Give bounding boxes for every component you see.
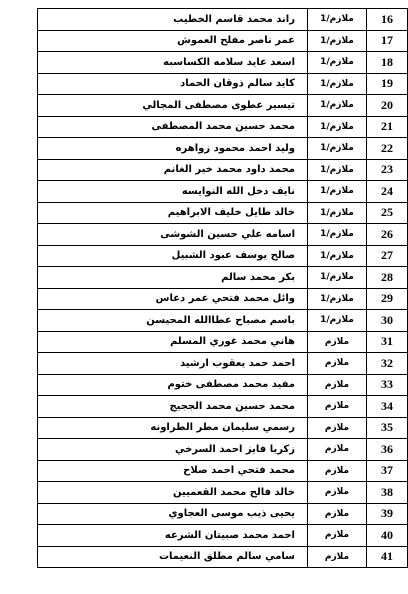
name-cell: تيسير عطوى مصطفى المجالي bbox=[38, 95, 308, 117]
table-row bbox=[38, 439, 408, 461]
rank-cell: ملازم/1 bbox=[308, 9, 367, 31]
name-cell: سامي سالم مطلق النعيمات bbox=[38, 546, 308, 568]
name-cell: يحيى ذيب موسى العجاوي bbox=[38, 503, 308, 525]
rank-cell: ملازم bbox=[308, 525, 367, 547]
name-cell: مفيد محمد مصطفى ختوم bbox=[38, 374, 308, 396]
rank-cell: ملازم bbox=[308, 396, 367, 418]
rank-cell: ملازم/1 bbox=[308, 181, 367, 203]
officers-list bbox=[37, 8, 392, 568]
table-row bbox=[38, 52, 408, 74]
name-cell: احمد محمد صبيتان الشرعه bbox=[38, 525, 308, 547]
number-cell: 37 bbox=[367, 460, 408, 482]
number-cell: 18 bbox=[367, 52, 408, 74]
rank-cell: ملازم/1 bbox=[308, 245, 367, 267]
number-cell: 25 bbox=[367, 202, 408, 224]
table-row bbox=[38, 224, 408, 246]
rank-cell: ملازم bbox=[308, 331, 367, 353]
number-cell: 24 bbox=[367, 181, 408, 203]
name-cell: احمد حمد يعقوب ارشيد bbox=[38, 353, 308, 375]
name-cell: كايد سالم ذوقان الحماد bbox=[38, 73, 308, 95]
number-cell: 23 bbox=[367, 159, 408, 181]
number-cell: 39 bbox=[367, 503, 408, 525]
name-cell: صالح يوسف عبود الشبيل bbox=[38, 245, 308, 267]
rank-cell: ملازم bbox=[308, 503, 367, 525]
name-cell: اسامه علي حسين الشوشى bbox=[38, 224, 308, 246]
table-row bbox=[38, 73, 408, 95]
name-cell: عمر ناصر مفلح العموش bbox=[38, 30, 308, 52]
table-row bbox=[38, 30, 408, 52]
table-row bbox=[38, 181, 408, 203]
number-cell: 16 bbox=[367, 9, 408, 31]
number-cell: 19 bbox=[367, 73, 408, 95]
name-cell: زكريا فايز احمد السرخي bbox=[38, 439, 308, 461]
number-cell: 40 bbox=[367, 525, 408, 547]
number-cell: 26 bbox=[367, 224, 408, 246]
rank-cell: ملازم/1 bbox=[308, 95, 367, 117]
number-cell: 22 bbox=[367, 138, 408, 160]
rank-cell: ملازم/1 bbox=[308, 159, 367, 181]
officers-table bbox=[37, 8, 408, 568]
rank-cell: ملازم bbox=[308, 417, 367, 439]
rank-cell: ملازم/1 bbox=[308, 267, 367, 289]
rank-cell: ملازم bbox=[308, 374, 367, 396]
name-cell: خالد طايل خليف الابراهيم bbox=[38, 202, 308, 224]
rank-cell: ملازم bbox=[308, 546, 367, 568]
number-cell: 34 bbox=[367, 396, 408, 418]
number-cell: 27 bbox=[367, 245, 408, 267]
name-cell: باسم مصباح عطاالله المحيسن bbox=[38, 310, 308, 332]
number-cell: 32 bbox=[367, 353, 408, 375]
number-cell: 33 bbox=[367, 374, 408, 396]
name-cell: محمد حسين محمد المصطفى bbox=[38, 116, 308, 138]
number-cell: 38 bbox=[367, 482, 408, 504]
number-cell: 41 bbox=[367, 546, 408, 568]
rank-cell: ملازم/1 bbox=[308, 30, 367, 52]
name-cell: بكر محمد سالم bbox=[38, 267, 308, 289]
number-cell: 30 bbox=[367, 310, 408, 332]
table-row bbox=[38, 116, 408, 138]
name-cell: هاني محمد غوري المسلم bbox=[38, 331, 308, 353]
number-cell: 29 bbox=[367, 288, 408, 310]
table-row bbox=[38, 331, 408, 353]
rank-cell: ملازم/1 bbox=[308, 138, 367, 160]
name-cell: محمد فتحي احمد صلاح bbox=[38, 460, 308, 482]
rank-cell: ملازم bbox=[308, 439, 367, 461]
table-row bbox=[38, 138, 408, 160]
name-cell: نايف دخل الله النوايسه bbox=[38, 181, 308, 203]
rank-cell: ملازم/1 bbox=[308, 288, 367, 310]
table-row bbox=[38, 267, 408, 289]
number-cell: 21 bbox=[367, 116, 408, 138]
rank-cell: ملازم/1 bbox=[308, 52, 367, 74]
number-cell: 35 bbox=[367, 417, 408, 439]
number-cell: 36 bbox=[367, 439, 408, 461]
rank-cell: ملازم/1 bbox=[308, 116, 367, 138]
table-row bbox=[38, 310, 408, 332]
number-cell: 31 bbox=[367, 331, 408, 353]
name-cell: وليد احمد محمود زواهره bbox=[38, 138, 308, 160]
rank-cell: ملازم/1 bbox=[308, 310, 367, 332]
table-row bbox=[38, 9, 408, 31]
rank-cell: ملازم/1 bbox=[308, 202, 367, 224]
name-cell: وائل محمد فتحي عمر دعاس bbox=[38, 288, 308, 310]
table-row bbox=[38, 482, 408, 504]
name-cell: محمد داود محمد خير الغانم bbox=[38, 159, 308, 181]
name-cell: راند محمد قاسم الخطيب bbox=[38, 9, 308, 31]
rank-cell: ملازم/1 bbox=[308, 73, 367, 95]
table-row bbox=[38, 460, 408, 482]
table-row bbox=[38, 396, 408, 418]
number-cell: 17 bbox=[367, 30, 408, 52]
number-cell: 20 bbox=[367, 95, 408, 117]
number-cell: 28 bbox=[367, 267, 408, 289]
table-row bbox=[38, 353, 408, 375]
table-row bbox=[38, 503, 408, 525]
name-cell: خالد فالح محمد القعميين bbox=[38, 482, 308, 504]
rank-cell: ملازم bbox=[308, 460, 367, 482]
table-row bbox=[38, 159, 408, 181]
table-row bbox=[38, 525, 408, 547]
table-row bbox=[38, 202, 408, 224]
name-cell: اسعد عايد سلامه الكساسبه bbox=[38, 52, 308, 74]
table-row bbox=[38, 95, 408, 117]
table-row bbox=[38, 374, 408, 396]
rank-cell: ملازم/1 bbox=[308, 224, 367, 246]
name-cell: رسمي سليمان مطر الطراونه bbox=[38, 417, 308, 439]
table-row bbox=[38, 546, 408, 568]
table-row bbox=[38, 245, 408, 267]
table-row bbox=[38, 417, 408, 439]
rank-cell: ملازم bbox=[308, 353, 367, 375]
name-cell: محمد حسين محمد الججيج bbox=[38, 396, 308, 418]
table-body bbox=[38, 9, 408, 568]
table-row bbox=[38, 288, 408, 310]
rank-cell: ملازم bbox=[308, 482, 367, 504]
